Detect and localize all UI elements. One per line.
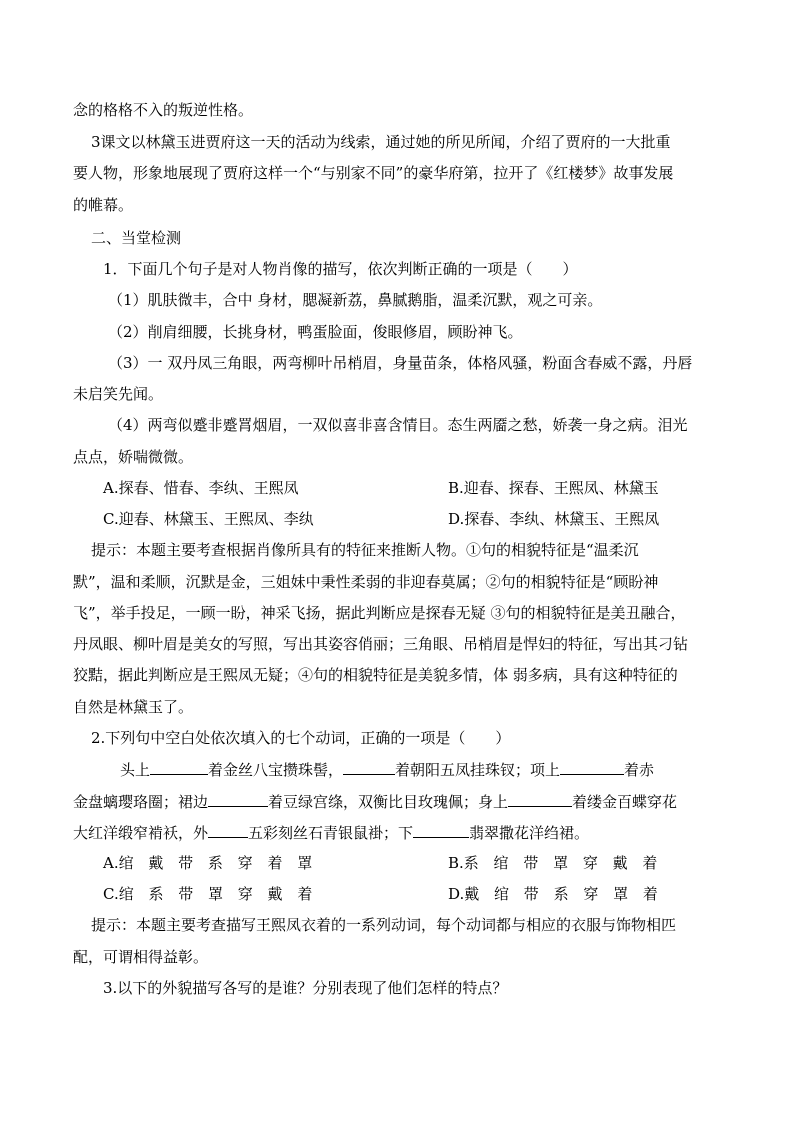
q2-option-b: B.系 绾 带 罩 穿 戴 着 bbox=[448, 854, 658, 872]
q1-sentence-4-cont: 点点，娇喘微微。 bbox=[73, 448, 194, 466]
fill-blank bbox=[208, 822, 248, 838]
q2-option-d: D.戴 绾 带 系 穿 罩 着 bbox=[448, 885, 658, 903]
q2-passage-line-2: 金盘螭璎珞圈；裙边 着豆绿宫绦，双衡比目玫瑰佩；身上 着缕金百蝶穿花 bbox=[73, 793, 678, 811]
question-2: 2.下列句中空白处依次填入的七个动词，正确的一项是（ ） bbox=[91, 729, 511, 747]
q1-option-a: A.探春、惜春、李纨、王熙凤 bbox=[103, 479, 299, 497]
q1-option-b: B.迎春、探春、王熙凤、林黛玉 bbox=[448, 479, 659, 497]
q1-sentence-3: （3）一 双丹凤三角眼，两弯柳叶吊梢眉，身量苗条，体格风骚，粉面含春威不露，丹唇 bbox=[108, 354, 693, 372]
q1-sentence-4: （4）两弯似蹙非蹙罥烟眉，一双似喜非喜含情目。态生两靥之愁，娇袭一身之病。泪光 bbox=[108, 416, 688, 434]
q1-sentence-1: （1）肌肤微丰，合中 身材，腮凝新荔，鼻腻鹅脂，温柔沉默，观之可亲。 bbox=[108, 291, 603, 309]
text-line: 的帷幕。 bbox=[73, 196, 134, 214]
q2-passage-line-3: 大红洋缎窄褃袄，外 五彩刻丝石青银鼠褂；下 翡翠撒花洋绉裙。 bbox=[73, 824, 590, 842]
fill-blank bbox=[208, 791, 268, 807]
q1-hint: 提示：本题主要考查根据肖像所具有的特征来推断人物。①句的相貌特征是“温柔沉 bbox=[91, 541, 639, 559]
fill-blank bbox=[343, 759, 395, 775]
text-line: 3课文以林黛玉进贾府这一天的活动为线索，通过她的所见所闻，介绍了贾府的一大批重 bbox=[91, 133, 671, 151]
q1-option-c: C.迎春、林黛玉、王熙凤、李纨 bbox=[103, 510, 314, 528]
q2-passage-line-1: 头上 着金丝八宝攒珠髻， 着朝阳五凤挂珠钗；项上 着赤 bbox=[120, 761, 655, 779]
section-heading: 二、当堂检测 bbox=[91, 229, 182, 247]
question-1: 1．下面几个句子是对人物肖像的描写，依次判断正确的一项是（ ） bbox=[103, 260, 578, 278]
q1-hint-line: 狡黠，据此判断应是王熙凤无疑；④句的相貌特征是美貌多情，体 弱多病，具有这种特征的 bbox=[73, 666, 678, 684]
question-3: 3.以下的外貌描写各写的是谁？分别表现了他们怎样的特点？ bbox=[103, 979, 508, 997]
q1-hint-line: 丹凤眼、柳叶眉是美女的写照，写出其姿容俏丽；三角眼、吊梢眉是悍妇的特征，写出其刁钻 bbox=[73, 635, 689, 653]
q1-sentence-2: （2）削肩细腰，长挑身材，鸭蛋脸面，俊眼修眉，顾盼神飞。 bbox=[108, 323, 523, 341]
q2-hint: 提示：本题主要考查描写王熙凤衣着的一系列动词，每个动词都与相应的衣服与饰物相匹 bbox=[91, 916, 677, 934]
q1-hint-line: 默”，温和柔顺，沉默是金，三姐妹中秉性柔弱的非迎春莫属；②句的相貌特征是“顾盼神 bbox=[73, 573, 659, 591]
fill-blank bbox=[560, 759, 624, 775]
text-line: 念的格格不入的叛逆性格。 bbox=[73, 101, 254, 119]
fill-blank bbox=[150, 759, 208, 775]
q1-sentence-3-cont: 未启笑先闻。 bbox=[73, 385, 164, 403]
q1-option-d: D.探春、李纨、林黛玉、王熙凤 bbox=[448, 510, 660, 528]
fill-blank bbox=[413, 822, 469, 838]
q1-hint-line: 飞”，举手投足，一顾一盼，神采飞扬，据此判断应是探春无疑 ③句的相貌特征是美丑融合， bbox=[73, 604, 686, 622]
fill-blank bbox=[508, 791, 572, 807]
text-line: 要人物，形象地展现了贾府这样一个“与别家不同”的豪华府第，拉开了《红楼梦》故事发展 bbox=[73, 164, 674, 182]
q1-hint-line: 自然是林黛玉了。 bbox=[73, 698, 194, 716]
q2-option-c: C.绾 系 带 罩 穿 戴 着 bbox=[103, 885, 313, 903]
q2-hint-line: 配，可谓相得益彰。 bbox=[73, 948, 209, 966]
q2-option-a: A.绾 戴 带 系 穿 着 罩 bbox=[103, 854, 313, 872]
